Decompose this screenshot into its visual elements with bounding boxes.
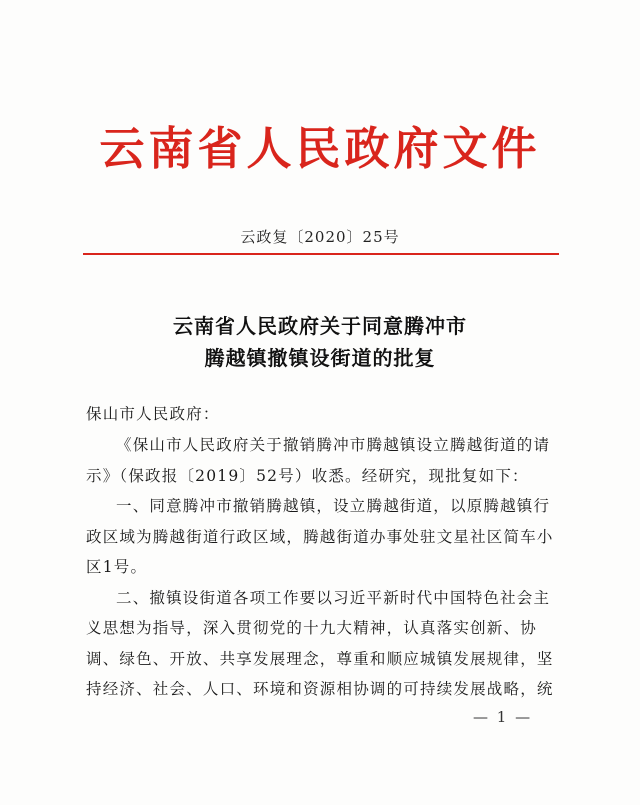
body-paragraph-line: 政区域为腾越街道行政区域，腾越街道办事处驻文星社区简车小 — [86, 528, 554, 546]
body-paragraph-line: 持经济、社会、人口、环境和资源相协调的可持续发展战略，统 — [86, 680, 554, 698]
red-divider-line — [83, 253, 559, 255]
body-paragraph-line: 一、同意腾冲市撤销腾越镇，设立腾越街道，以原腾越镇行 — [116, 497, 551, 515]
body-paragraph-line: 示》（保政报〔2019〕52号）收悉。经研究，现批复如下： — [86, 467, 529, 485]
body-paragraph-line: 区1号。 — [86, 558, 148, 576]
document-title-line-2: 腾越镇撤镇设街道的批复 — [204, 346, 436, 370]
document-title-line-1: 云南省人民政府关于同意腾冲市 — [173, 314, 467, 338]
document-number: 云政复〔2020〕25号 — [240, 228, 400, 246]
body-paragraph-line: 义思想为指导，深入贯彻党的十九大精神，认真落实创新、协 — [86, 619, 537, 637]
issuer-header: 云南省人民政府文件 — [99, 122, 541, 175]
page-number: — 1 — — [473, 708, 533, 726]
body-paragraph-line: 调、绿色、开放、共享发展理念，尊重和顺应城镇发展规律，坚 — [86, 650, 554, 668]
body-paragraph-line: 《保山市人民政府关于撤销腾冲市腾越镇设立腾越街道的请 — [116, 436, 551, 454]
body-paragraph-line: 二、撤镇设街道各项工作要以习近平新时代中国特色社会主 — [116, 589, 551, 607]
addressee: 保山市人民政府： — [86, 405, 220, 423]
